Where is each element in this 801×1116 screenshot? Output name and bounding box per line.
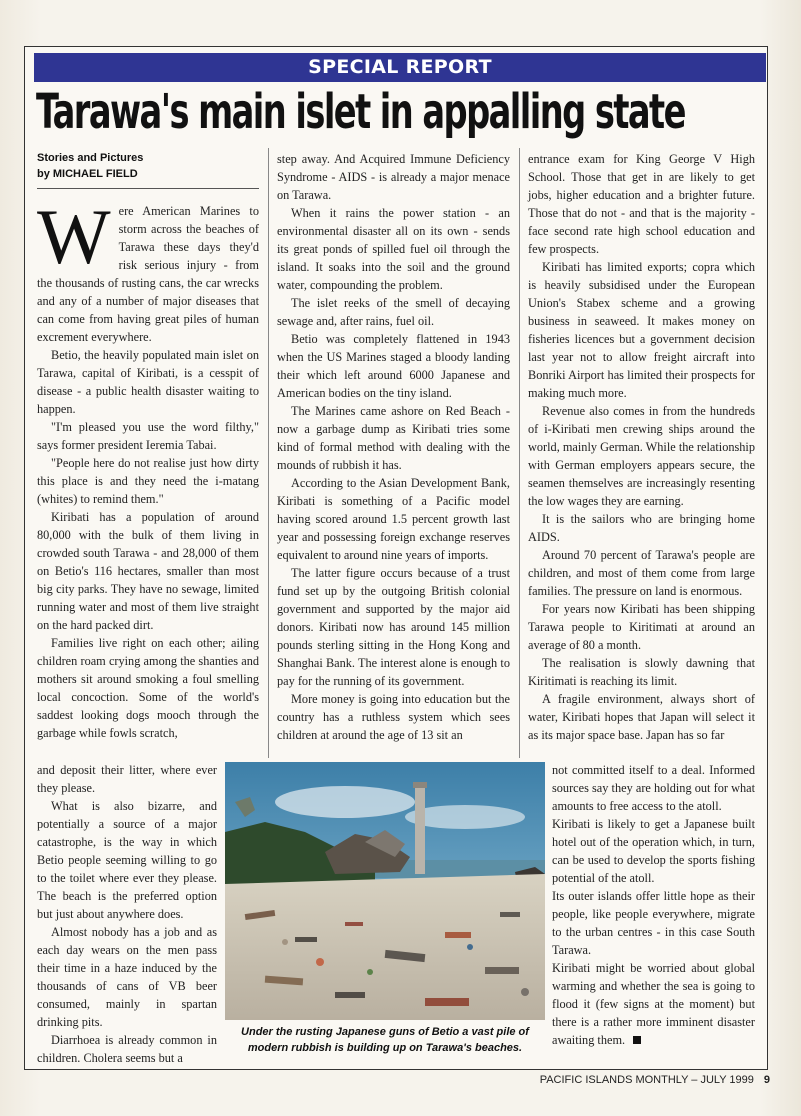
- article-paragraph: "I'm pleased you use the word filthy," says former president Ieremia Tabai.: [37, 420, 259, 452]
- byline-divider: [37, 188, 259, 189]
- article-column-3-continued: [552, 761, 755, 1049]
- article-paragraph: "People here do not realise just how dirty this place is and they need the i-matang (whites) to remind them.": [37, 456, 259, 506]
- article-paragraph: The realisation is slowly dawning that Kiritimati is reaching its limit.: [528, 656, 755, 688]
- article-paragraph: It is the sailors who are bringing home AIDS.: [528, 512, 755, 544]
- byline-author: by MICHAEL FIELD: [37, 168, 138, 180]
- page-footer: [530, 1074, 770, 1086]
- byline-credit: Stories and Pictures: [37, 152, 144, 164]
- page-number: 9: [763, 1074, 770, 1086]
- article-paragraph: Betio, the heavily populated main islet on Tarawa, capital of Kiribati, is a cesspit of disease - a public health disaster waiting to happen.: [37, 348, 259, 416]
- column-divider: [268, 148, 269, 758]
- end-of-article-mark: [633, 1036, 641, 1044]
- article-paragraph: and deposit their litter, where ever they please.: [37, 763, 217, 795]
- article-paragraph: Almost nobody has a job and as each day wears on the men pass their time in a haze induced by the thousands of cans of VB beer consumed, mainly in spartan drinking pits.: [37, 925, 217, 1029]
- article-paragraph: Kiribati has a population of around 80,000 with the bulk of them living in crowded south Tarawa - and 28,000 of them on Betio's 116 hectares, smaller than most big city parks. They have no sewage, limited running water and most of them live straight on the hard packed dirt.: [37, 510, 259, 632]
- article-column-1: [37, 193, 259, 742]
- article-paragraph: Its outer islands offer little hope as their people, like people everywhere, migrate to the urban centres - in this case South Tarawa.: [552, 889, 755, 957]
- byline: [37, 150, 259, 182]
- article-column-2: [277, 150, 510, 744]
- publication-name: PACIFIC ISLANDS MONTHLY – JULY 1999: [539, 1074, 754, 1086]
- article-paragraph: Kiribati might be worried about global warming and whether the sea is going to flood it (few signs at the moment) but there is a rather more imminent disaster awaiting them.: [552, 961, 755, 1047]
- article-paragraph: For years now Kiribati has been shipping Tarawa people to Kiritimati at around an average of 80 a month.: [528, 602, 755, 652]
- article-paragraph: Diarrhoea is already common in children. Cholera seems but a: [37, 1033, 217, 1065]
- article-paragraph: not committed itself to a deal. Informed sources say they are holding out for what amounts to free access to the atoll.: [552, 763, 755, 813]
- drop-cap: W: [37, 193, 111, 280]
- article-paragraph: Were American Marines to storm across the beaches of Tarawa these days they'd risk serious injury - from the thousands of rusting cans, the car wrecks and any of a number of major diseases that can come from having great piles of human excrement everywhere.: [37, 193, 259, 344]
- article-column-3: [528, 150, 755, 744]
- article-paragraph: According to the Asian Development Bank, Kiribati is something of a Pacific model having scored around 1.5 percent growth last year and possessing foreign exchange reserves equivalent to around nine years of imports.: [277, 476, 510, 562]
- article-paragraph: Families live right on each other; ailing children roam crying among the shanties and mothers sit around smoking a foul smelling local concoction. Some of the world's saddest looking dogs mooch through the garbage while fowls scratch,: [37, 636, 259, 740]
- article-column-1-continued: [37, 761, 217, 1067]
- article-paragraph: What is also bizarre, and potentially a source of a major catastrophe, is the way in which Betio people seeming willing to go to the toilet where ever they please. The beach is the preferred option but just about anywhere does.: [37, 799, 217, 921]
- photo-caption: Under the rusting Japanese guns of Betio a vast pile of modern rubbish is building up on Tarawa's beaches.: [241, 1026, 529, 1054]
- article-paragraph: step away. And Acquired Immune Deficiency Syndrome - AIDS - is already a major menace on Tarawa.: [277, 152, 510, 202]
- article-paragraph: The latter figure occurs because of a trust fund set up by the outgoing British colonial government and supported by the major aid donors. Kiribati now has around 145 million pounds sterling sitting in the Hong Kong and Shanghai Bank. The interest alone is enough to pay for the running of its government.: [277, 566, 510, 688]
- article-paragraph: A fragile environment, always short of water, Kiribati hopes that Japan will select it as its major space base. Japan has so far: [528, 692, 755, 742]
- article-paragraph: Kiribati has limited exports; copra which is heavily subsidised under the European Union's Stabex scheme and a growing business in seaweed. It makes money on fisheries licences but a government decision last year not to allow freight aircraft into Bonriki Airport has limited their prospects for making much more.: [528, 260, 755, 400]
- section-banner: SPECIAL REPORT: [34, 53, 766, 82]
- article-paragraph: entrance exam for King George V High School. Those that get in are likely to get jobs, higher education and a brighter future. Those that do not - and that is the majority - face second rate high school education and few prospects.: [528, 152, 755, 256]
- article-paragraph: The Marines came ashore on Red Beach - now a garbage dump as Kiribati tries some kind of formal method with dealing with the mounds of rubbish it has.: [277, 404, 510, 472]
- article-paragraph: The islet reeks of the smell of decaying sewage and, after rains, fuel oil.: [277, 296, 510, 328]
- article-paragraph: Kiribati is likely to get a Japanese built hotel out of the operation which, in turn, can be used to develop the sports fishing potential of the atoll.: [552, 817, 755, 885]
- article-paragraph: Betio was completely flattened in 1943 when the US Marines staged a bloody landing their which left around 6000 Japanese and American bodies on the tiny island.: [277, 332, 510, 400]
- article-paragraph: Revenue also comes in from the hundreds of i-Kiribati men crewing ships around the world, mainly German. While the relationship with German employers appears secure, the seamen themselves are increasingly resenting the low wages they are earning.: [528, 404, 755, 508]
- headline: Tarawa's main islet in appalling state: [36, 84, 685, 140]
- column-divider: [519, 148, 520, 758]
- article-paragraph: Around 70 percent of Tarawa's people are children, and most of them come from large families. The pressure on land is enormous.: [528, 548, 755, 598]
- article-paragraph: When it rains the power station - an environmental disaster all on its own - sends its great ponds of spilled fuel oil through the island. It soaks into the soil and the ground water, compounding the problem.: [277, 206, 510, 292]
- article-paragraph: More money is going into education but the country has a ruthless system which sees children at around the age of 13 sit an: [277, 692, 510, 742]
- beach-rubbish-photo: [225, 762, 545, 1020]
